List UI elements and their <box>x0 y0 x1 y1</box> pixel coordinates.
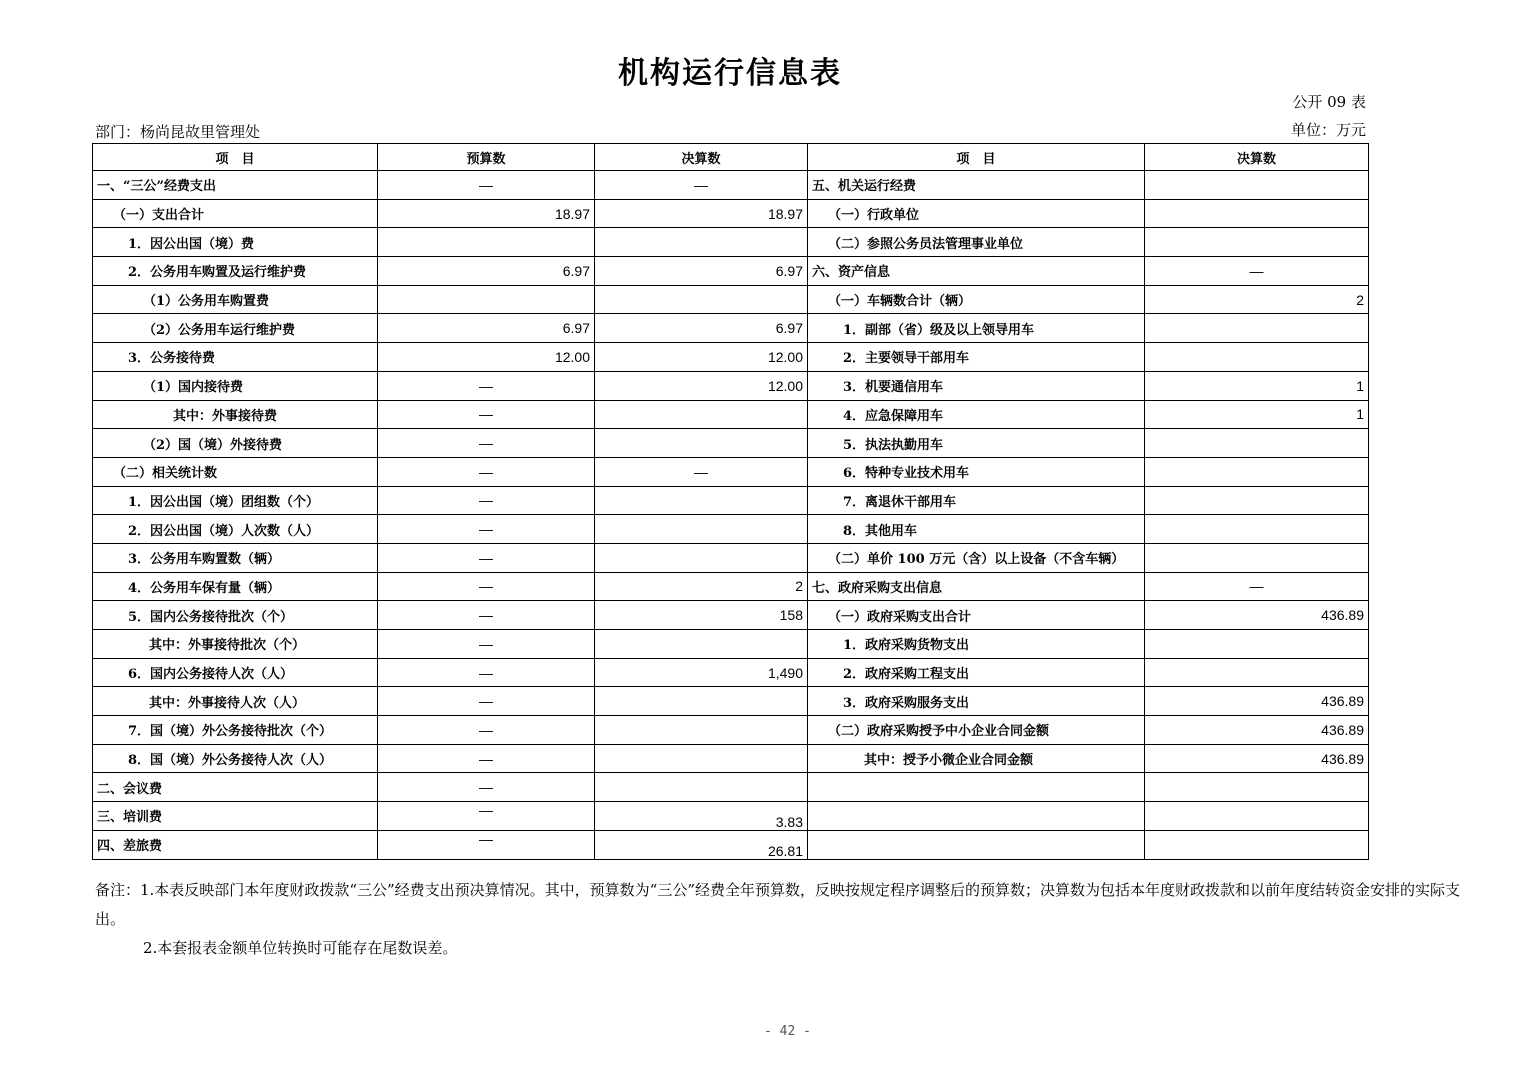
right-final-value <box>1145 773 1369 802</box>
left-item-label: 2．公务用车购置及运行维护费 <box>93 257 378 286</box>
table-row <box>93 343 1369 372</box>
left-item-label: 2．因公出国（境）人次数（人） <box>93 515 378 544</box>
left-budget-value: — <box>378 630 595 659</box>
table-row <box>93 687 1369 716</box>
left-final-value <box>595 773 808 802</box>
left-final-value <box>595 687 808 716</box>
right-item-label: 2．主要领导干部用车 <box>808 343 1145 372</box>
right-item-label: 1．政府采购货物支出 <box>808 630 1145 659</box>
left-item-label: 6．国内公务接待人次（人） <box>93 658 378 687</box>
left-budget-value: — <box>378 830 595 859</box>
right-final-value <box>1145 515 1369 544</box>
table-row <box>93 199 1369 228</box>
right-final-value <box>1145 343 1369 372</box>
table-row <box>93 744 1369 773</box>
left-budget-value: 12.00 <box>378 343 595 372</box>
table-row <box>93 228 1369 257</box>
table-row <box>93 630 1369 659</box>
left-final-value: 12.00 <box>595 343 808 372</box>
info-table <box>92 143 1369 860</box>
left-budget-value: — <box>378 572 595 601</box>
left-budget-value <box>378 285 595 314</box>
left-item-label: 7．国（境）外公务接待批次（个） <box>93 716 378 745</box>
right-item-label: （一）车辆数合计（辆） <box>808 285 1145 314</box>
right-final-value: 436.89 <box>1145 687 1369 716</box>
table-row <box>93 716 1369 745</box>
right-item-label <box>808 773 1145 802</box>
right-final-value: — <box>1145 572 1369 601</box>
left-item-label: （1）公务用车购置费 <box>93 285 378 314</box>
right-item-label: 3．政府采购服务支出 <box>808 687 1145 716</box>
header-left-budget: 预算数 <box>378 144 595 171</box>
right-item-label <box>808 802 1145 831</box>
left-final-value: 6.97 <box>595 314 808 343</box>
left-final-value <box>595 744 808 773</box>
right-item-label: 4．应急保障用车 <box>808 400 1145 429</box>
left-final-value <box>595 515 808 544</box>
left-item-label: 其中：外事接待费 <box>93 400 378 429</box>
table-row <box>93 802 1369 831</box>
left-budget-value: — <box>378 687 595 716</box>
right-final-value <box>1145 830 1369 859</box>
left-budget-value: — <box>378 457 595 486</box>
left-item-label: （2）国（境）外接待费 <box>93 429 378 458</box>
left-item-label: 一、“三公”经费支出 <box>93 171 378 200</box>
right-final-value: 1 <box>1145 400 1369 429</box>
left-budget-value: — <box>378 515 595 544</box>
right-final-value <box>1145 171 1369 200</box>
table-row <box>93 371 1369 400</box>
left-final-value: 6.97 <box>595 257 808 286</box>
left-final-value <box>595 486 808 515</box>
left-item-label: 1．因公出国（境）团组数（个） <box>93 486 378 515</box>
left-budget-value <box>378 228 595 257</box>
left-item-label: （1）国内接待费 <box>93 371 378 400</box>
right-final-value: 1 <box>1145 371 1369 400</box>
right-item-label: （二）政府采购授予中小企业合同金额 <box>808 716 1145 745</box>
right-final-value <box>1145 630 1369 659</box>
left-final-value: — <box>595 171 808 200</box>
left-budget-value: — <box>378 773 595 802</box>
left-final-value <box>595 429 808 458</box>
left-budget-value: — <box>378 171 595 200</box>
right-item-label: 2．政府采购工程支出 <box>808 658 1145 687</box>
left-item-label: 8．国（境）外公务接待人次（人） <box>93 744 378 773</box>
right-item-label: （二）参照公务员法管理事业单位 <box>808 228 1145 257</box>
left-final-value <box>595 716 808 745</box>
left-final-value: 18.97 <box>595 199 808 228</box>
left-budget-value: — <box>378 429 595 458</box>
table-row <box>93 285 1369 314</box>
right-final-value <box>1145 457 1369 486</box>
left-item-label: （二）相关统计数 <box>93 457 378 486</box>
table-row <box>93 543 1369 572</box>
left-final-value: 1,490 <box>595 658 808 687</box>
notes <box>95 876 1485 963</box>
table-row <box>93 457 1369 486</box>
table-row <box>93 601 1369 630</box>
right-final-value <box>1145 658 1369 687</box>
left-item-label: （2）公务用车运行维护费 <box>93 314 378 343</box>
left-final-value: 12.00 <box>595 371 808 400</box>
left-budget-value: — <box>378 371 595 400</box>
right-final-value <box>1145 199 1369 228</box>
left-budget-value: — <box>378 400 595 429</box>
left-budget-value: — <box>378 601 595 630</box>
left-budget-value: — <box>378 802 595 831</box>
left-item-label: 三、培训费 <box>93 802 378 831</box>
left-budget-value: 6.97 <box>378 257 595 286</box>
left-final-value: 26.81 <box>595 830 808 859</box>
table-row <box>93 486 1369 515</box>
left-item-label: 3．公务用车购置数（辆） <box>93 543 378 572</box>
right-final-value: — <box>1145 257 1369 286</box>
right-item-label: 3．机要通信用车 <box>808 371 1145 400</box>
right-final-value: 436.89 <box>1145 716 1369 745</box>
left-item-label: 4．公务用车保有量（辆） <box>93 572 378 601</box>
left-item-label: 其中：外事接待人次（人） <box>93 687 378 716</box>
left-final-value: 2 <box>595 572 808 601</box>
left-final-value: — <box>595 457 808 486</box>
header-left-final: 决算数 <box>595 144 808 171</box>
right-item-label: 六、资产信息 <box>808 257 1145 286</box>
left-budget-value: 6.97 <box>378 314 595 343</box>
table-header-row <box>93 144 1369 171</box>
table-row <box>93 830 1369 859</box>
right-final-value <box>1145 486 1369 515</box>
left-final-value <box>595 543 808 572</box>
left-item-label: 1．因公出国（境）费 <box>93 228 378 257</box>
right-item-label: （一）政府采购支出合计 <box>808 601 1145 630</box>
left-budget-value: 18.97 <box>378 199 595 228</box>
right-final-value <box>1145 314 1369 343</box>
left-item-label: 二、会议费 <box>93 773 378 802</box>
right-item-label: 7．离退休干部用车 <box>808 486 1145 515</box>
left-item-label: 其中：外事接待批次（个） <box>93 630 378 659</box>
table-row <box>93 314 1369 343</box>
right-item-label: 其中：授予小微企业合同金额 <box>808 744 1145 773</box>
right-item-label: 七、政府采购支出信息 <box>808 572 1145 601</box>
table-row <box>93 171 1369 200</box>
left-final-value <box>595 400 808 429</box>
left-item-label: 四、差旅费 <box>93 830 378 859</box>
left-item-label: 5．国内公务接待批次（个） <box>93 601 378 630</box>
left-item-label: 3．公务接待费 <box>93 343 378 372</box>
right-item-label: （一）行政单位 <box>808 199 1145 228</box>
right-final-value: 436.89 <box>1145 601 1369 630</box>
page-title: 机构运行信息表 <box>618 56 842 91</box>
right-item-label <box>808 830 1145 859</box>
left-budget-value: — <box>378 744 595 773</box>
right-item-label: 6．特种专业技术用车 <box>808 457 1145 486</box>
table-row <box>93 773 1369 802</box>
header-right-final: 决算数 <box>1145 144 1369 171</box>
note-line-2: 2.本套报表金额单位转换时可能存在尾数误差。 <box>143 939 458 957</box>
right-final-value <box>1145 228 1369 257</box>
header-left-item: 项 目 <box>93 144 378 171</box>
right-item-label: 5．执法执勤用车 <box>808 429 1145 458</box>
table-row <box>93 257 1369 286</box>
left-budget-value: — <box>378 716 595 745</box>
department-label: 部门：杨尚昆故里管理处 <box>95 123 261 141</box>
right-item-label: 1．副部（省）级及以上领导用车 <box>808 314 1145 343</box>
unit-label: 单位：万元 <box>1290 121 1366 139</box>
page-number: - 42 - <box>764 1024 811 1039</box>
table-row <box>93 429 1369 458</box>
right-item-label: 五、机关运行经费 <box>808 171 1145 200</box>
table-row <box>93 658 1369 687</box>
right-final-value <box>1145 543 1369 572</box>
left-final-value <box>595 285 808 314</box>
form-number: 公开 09 表 <box>1292 93 1366 111</box>
right-item-label: 8．其他用车 <box>808 515 1145 544</box>
right-final-value <box>1145 802 1369 831</box>
right-item-label: （二）单价 100 万元（含）以上设备（不含车辆） <box>808 543 1145 572</box>
header-right-item: 项 目 <box>808 144 1145 171</box>
right-final-value: 2 <box>1145 285 1369 314</box>
right-final-value: 436.89 <box>1145 744 1369 773</box>
left-budget-value: — <box>378 658 595 687</box>
table-row <box>93 572 1369 601</box>
left-final-value: 158 <box>595 601 808 630</box>
note-line-1: 备注：1.本表反映部门本年度财政拨款“三公”经费支出预决算情况。其中，预算数为“三公”经费全年预算数，反映按规定程序调整后的预算数；决算数为包括本年度财政拨款和以前年度结转资金安排的实际支出。 <box>95 881 1460 928</box>
table-row <box>93 515 1369 544</box>
left-final-value: 3.83 <box>595 802 808 831</box>
left-final-value <box>595 630 808 659</box>
left-budget-value: — <box>378 543 595 572</box>
left-item-label: （一）支出合计 <box>93 199 378 228</box>
table-row <box>93 400 1369 429</box>
left-budget-value: — <box>378 486 595 515</box>
right-final-value <box>1145 429 1369 458</box>
left-final-value <box>595 228 808 257</box>
